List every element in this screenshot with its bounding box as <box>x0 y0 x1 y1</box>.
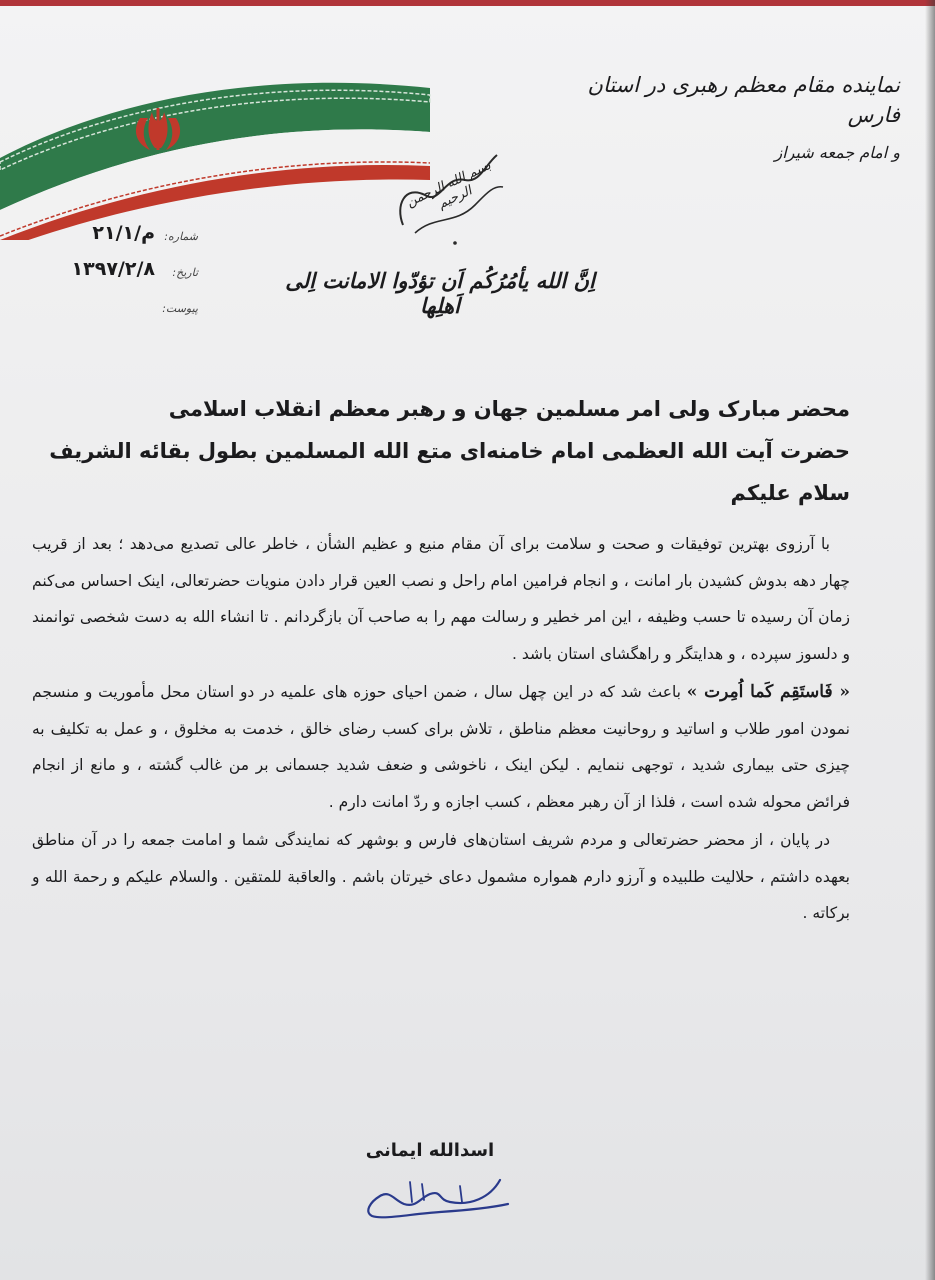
org-line-1: نماینده مقام معظم رهبری در استان فارس <box>587 73 900 127</box>
org-line-2: و امام جمعه شیراز <box>774 143 900 162</box>
greeting: سلام علیکم <box>730 481 850 505</box>
paragraph-3: در پایان ، از محضر حضرتعالی و مردم شریف استان‌های فارس و بوشهر که نمایندگی شما و امامت جمعه را در آن مناطق بعهده داشتم ، حلالیت طلبیده و آرزو دارم همواره مشمول دعای خیرتان باشم . والعاقبة للمتقین . والسلام علیکم و رحمة الله و برکاته . <box>32 831 850 922</box>
letter-meta <box>40 222 200 330</box>
meta-date-row <box>40 258 200 294</box>
recipient-heading-2: حضرت آیت الله العظمی امام خامنه‌ای متع الله المسلمین بطول بقائه الشریف <box>49 439 850 463</box>
basmala-text: بسم الله الرحمن الرحیم <box>404 158 494 213</box>
number-value: م/۲۱/۱ <box>92 222 155 244</box>
meta-attachment-row <box>40 294 200 330</box>
date-value: ۱۳۹۷/۲/۸ <box>71 258 155 280</box>
page-edge-shadow <box>925 0 935 1280</box>
quran-verse: اِنَّ الله یأمُرُکُم اَن تؤدّوا الامانت اِلی اَهلِها <box>285 268 595 318</box>
paragraph-2-text: باعث شد که در این چهل سال ، ضمن احیای حوزه های علمیه در دو استان محل مأموریت و منسجم نمودن امور طلاب و اساتید و روحانیت معظم مناطق ، تلاش برای کسب رضای خالق ، خدمت به مخلوق ، و عمل به تکلیف به چیزی حتی بیماری شدید ، توجهی ننمایم . لیکن اینک ، ناخوشی و ضعف شدید جسمانی بر من غالب گشته ، و مانع از انجام فرائض محوله شده است ، فلذا از آن رهبر معظم ، کسب اجازه و ردّ امانت دارم . <box>32 683 850 811</box>
signer-name: اسدالله ایمانی <box>365 1140 495 1161</box>
number-label: شماره: <box>164 230 198 243</box>
meta-number-row <box>40 222 200 258</box>
quran-quote: « فَاستَقِم کَما اُمِرت » <box>686 682 850 702</box>
paragraph-2 <box>32 674 850 820</box>
date-label: تاریخ: <box>172 266 198 279</box>
letterhead-title <box>560 70 900 166</box>
recipient-heading-1: محضر مبارک ولی امر مسلمین جهان و رهبر معظم انقلاب اسلامی <box>168 397 850 421</box>
letter-body <box>32 388 850 932</box>
handwritten-signature <box>350 1168 520 1228</box>
paragraph-1: با آرزوی بهترین توفیقات و صحت و سلامت برای آن مقام منیع و عظیم الشأن ، خاطر عالی تصدیع می‌دهد ؛ بعد از قریب چهار دهه بدوش کشیدن بار امانت ، و انجام فرامین امام راحل و نصب العین قرار دادن منویات حضرتعالی، اینک احساس می‌کنم زمان آن رسیده تا حسب وظیفه ، این امر خطیر و رسالت مهم را به صاحب آن بازگردانم . تا انشاء الله به دست شخصی توانمند و دلسوز سپرده ، و هدایتگر و راهگشای استان باشد . <box>32 535 850 663</box>
attachment-label: پیوست: <box>162 302 198 315</box>
top-red-strip <box>0 0 935 6</box>
